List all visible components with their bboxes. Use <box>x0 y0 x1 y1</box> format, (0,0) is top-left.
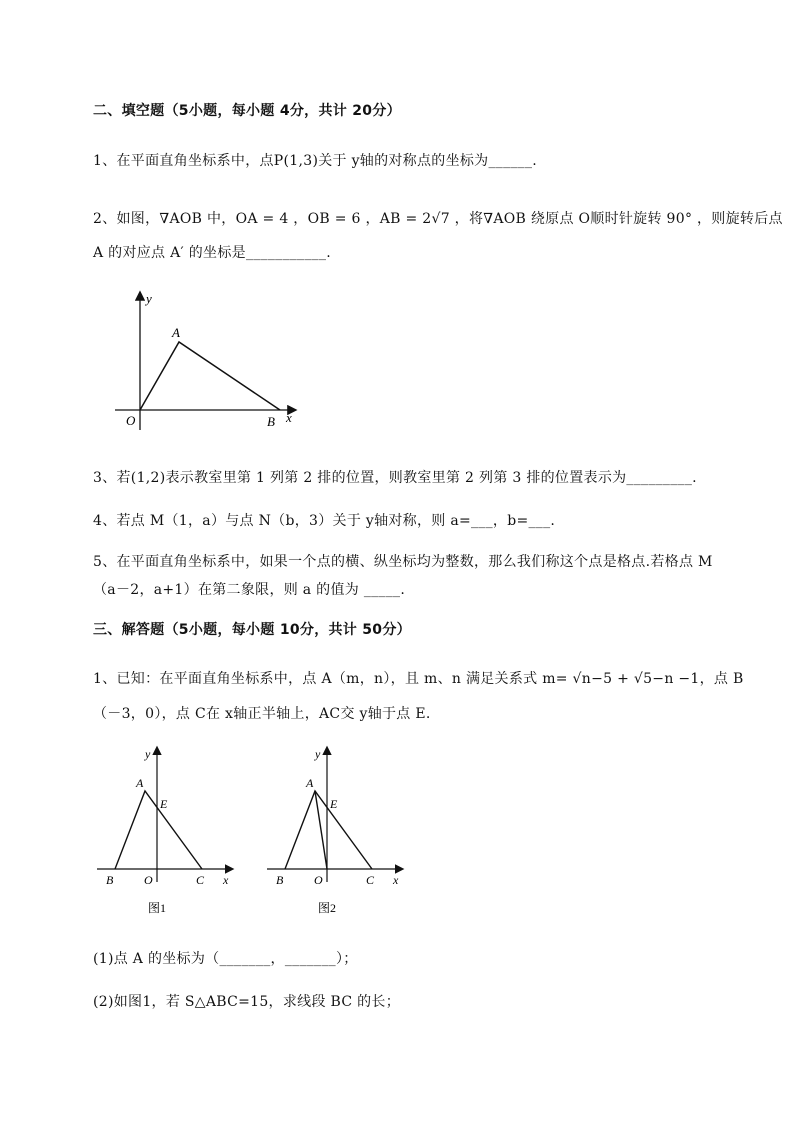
segment-ao <box>315 791 327 869</box>
question-2-5-line1: 5、在平面直角坐标系中，如果一个点的横、纵坐标均为整数，那么我们称这个点是格点.若格点 M <box>93 554 713 570</box>
y-label: y <box>145 747 151 761</box>
question-2-3: 3、若(1,2)表示教室里第 1 列第 2 排的位置，则教室里第 2 列第 3 排的位置表示为_________. <box>93 470 697 486</box>
sub-question-1: (1)点 A 的坐标为（_______，_______）； <box>93 951 358 967</box>
question-2-1: 1、在平面直角坐标系中，点P(1,3)关于 y轴的对称点的坐标为______. <box>93 153 538 169</box>
question-2-2-line1: 2、如图，∇AOB 中，OA = 4 ，OB = 6 ，AB = 2√7 ，将∇AOB 绕原点 O顺时针旋转 90° ，则旋转后点 <box>93 211 783 227</box>
triangle-abc <box>285 791 372 869</box>
point-o-label: O <box>126 413 136 428</box>
question-3-1-line1: 1、已知：在平面直角坐标系中，点 A（m，n），且 m、n 满足关系式 m= √n−5 + √5−n −1，点 B <box>93 671 744 687</box>
x-label: x <box>223 873 229 887</box>
y-label: y <box>315 747 321 761</box>
point-a-label: A <box>306 776 314 790</box>
question-2-4: 4、若点 M（1，a）与点 N（b，3）关于 y轴对称，则 a=___，b=___. <box>93 513 556 529</box>
question-2-5-line2: （a－2，a+1）在第二象限，则 a 的值为 _____. <box>93 582 406 598</box>
y-label: y <box>146 291 152 306</box>
point-e-label: E <box>330 797 338 811</box>
section-2-heading: 二、填空题（5小题，每小题 4分，共计 20分） <box>93 103 401 119</box>
point-e-label: E <box>160 797 168 811</box>
figure-2-caption: 图2 <box>318 901 337 915</box>
figure-2 <box>262 742 412 917</box>
point-c-label: C <box>366 873 375 887</box>
figure-1 <box>92 742 242 917</box>
point-b-label: B <box>276 873 284 887</box>
point-a-label: A <box>172 325 180 340</box>
figure-triangle-aob <box>110 285 310 435</box>
point-c-label: C <box>196 873 205 887</box>
sub-question-2: (2)如图1，若 S△ABC=15，求线段 BC 的长； <box>93 994 401 1010</box>
point-a-label: A <box>136 776 144 790</box>
x-label: x <box>393 873 399 887</box>
question-3-1-line2: （－3，0），点 C在 x轴正半轴上，AC交 y轴于点 E. <box>93 706 431 722</box>
question-2-2-line2: A 的对应点 A′ 的坐标是___________. <box>93 245 331 261</box>
section-3-heading: 三、解答题（5小题，每小题 10分，共计 50分） <box>93 622 411 638</box>
point-o-label: O <box>144 873 153 887</box>
triangle-aob <box>140 342 280 410</box>
triangle-abc <box>115 791 202 869</box>
figure-1-caption: 图1 <box>148 901 167 915</box>
point-o-label: O <box>314 873 323 887</box>
point-b-label: B <box>106 873 114 887</box>
point-b-label: B <box>267 414 275 429</box>
x-label: x <box>286 410 292 425</box>
